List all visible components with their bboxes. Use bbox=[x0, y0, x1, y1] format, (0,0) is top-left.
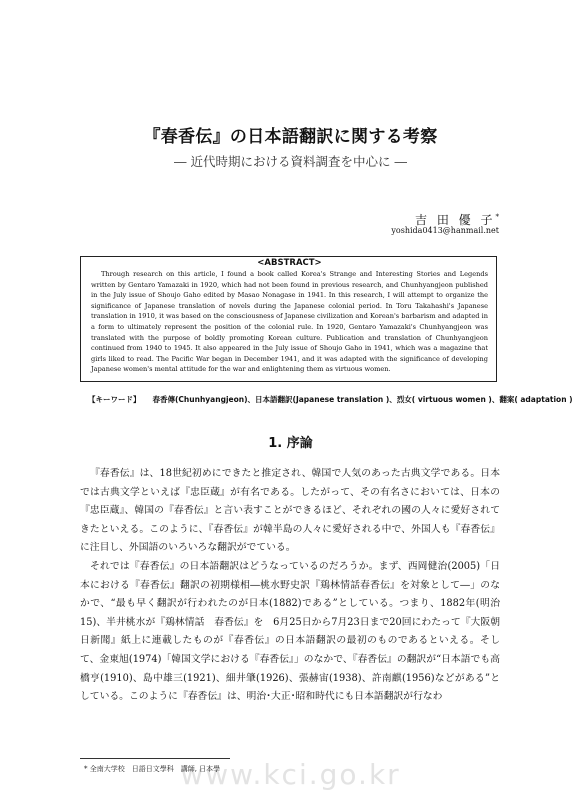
watermark: www.kci.go.kr bbox=[180, 758, 401, 791]
body-paragraph: それでは『春香伝』の日本語翻訳はどうなっているのだろうか。まず、西岡健治(2005)「日本における『春香伝』翻訳の初期様相―桃水野史訳『鶏林情話春香伝』を対象として―」のなかで、“最も早く翻訳が行われたのが日本(1882)である”としている。つまり、1882年(明治15)、半井桃水が『鶏林情話 春香伝』を 6月25日から7月23日まで20回にわたって『大阪朝日新聞』紙上に連載したものが『春香伝』の日本語翻訳の最初のものであるといえる。そして、金東旭(1974)「韓国文学における『春香伝』」のなかで、『春香伝』の翻訳が“日本語でも高橋亨(1910)、島中雄三(1921)、細井肇(1926)、張赫宙(1938)、許南麒(1956)などがある”としている。このように『春香伝』は、明治･大正･昭和時代にも日本語翻訳が行なわ bbox=[80, 560, 500, 703]
paper-subtitle: ― 近代時期における資料調査を中心に ― bbox=[174, 154, 407, 169]
keywords-label: 【キーワード】 bbox=[88, 395, 141, 404]
abstract-text: Through research on this article, I found a book called Korea's Strange and Interesting Stories and Legends written by Gentaro Yamazaki in 1920, which had not been found in previous research, and Chunhyangjeon published in the July issue of Shoujo Gaho edited by Masao Nonagase in 1941. In this research, I will attempt to organize the significance of Japanese translation of novels during the Japanese colonial period. In Toru Takahashi's Japanese translation in 1910, it was based on the consciousness of Japanese civilization and Korean's barbarism and adapted in a form to ultimately represent the position of the colonial rule. In 1920, Gentaro Yamazaki's Chunhyangjeon was translated with the purpose of boldly promoting Korean culture. Publication and translation of Chunhyangjeon continued from 1940 to 1945. It also appeared in the July issue of Shoujo Gaho in 1941, which was a magazine that girls liked to read. The Pacific War began in December 1941, and it was adapted with the significance of developing Japanese women's mental attitude for the war and enlightening them as virtuous women. bbox=[91, 270, 488, 374]
author-name-text: 吉 田 優 子 bbox=[415, 213, 496, 227]
keywords-line bbox=[88, 394, 573, 405]
keywords-text: 春香傳(Chunhyangjeon)、日本語翻訳(Japanese translation )、烈女( virtuous women )、翻案( adaptation ) bbox=[152, 395, 573, 404]
author-footnote-mark: * bbox=[495, 213, 499, 221]
footnote: * 全南大学校 日語日文學科 講師, 日本學 bbox=[84, 765, 221, 773]
paper-title: 『春香伝』の日本語翻訳に関する考察 bbox=[143, 127, 438, 147]
body-paragraph: 『春香伝』は、18世紀初めにできたと推定され、韓国で人気のあった古典文学である。日本では古典文学といえば『忠臣蔵』が有名である。したがって、その有名さにおいては、日本の『忠臣蔵』、韓国の『春香伝』と言い表すことができるほど、それぞれの國の人々に愛好されてきたといえる。このように、『春香伝』が韓半島の人々に愛好される中で、外国人も『春香伝』に注目し、外国語のいろいろな翻訳がでている。 bbox=[80, 468, 500, 554]
section-heading: 1. 序論 bbox=[268, 436, 313, 451]
abstract-label-wrap bbox=[81, 250, 498, 269]
author-email[interactable]: yoshida0413@hanmail.net bbox=[391, 226, 499, 235]
abstract-box bbox=[80, 256, 497, 382]
abstract-label: <ABSTRACT> bbox=[253, 258, 325, 268]
body-text bbox=[80, 465, 500, 707]
